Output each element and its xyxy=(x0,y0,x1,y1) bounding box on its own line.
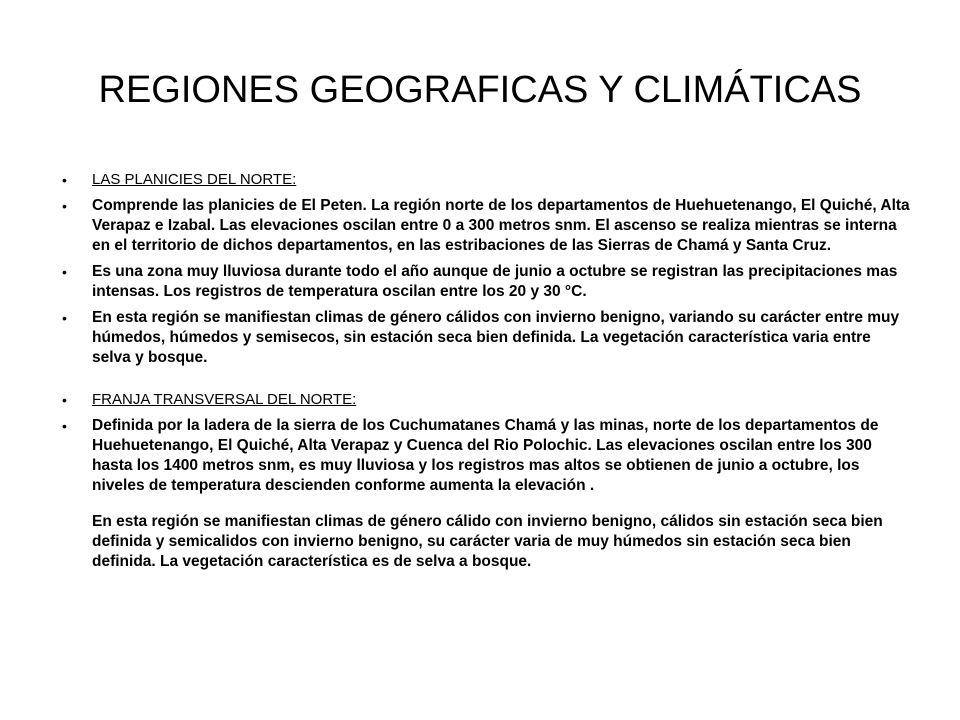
bullet-text: Comprende las planicies de El Peten. La región norte de los departamentos de Huehuetenango, El Quiché, Alta Verapaz e Izabal. Las elevaciones oscilan entre 0 a 300 metros snm. El ascenso se realiza mientras se interna en el territorio de dichos departamentos, en las estribaciones de las Sierras de Chamá y Santa Cruz. xyxy=(92,197,910,254)
section-heading-franja xyxy=(62,390,912,410)
bullet-icon: • xyxy=(62,198,67,214)
heading-text: FRANJA TRANSVERSAL DEL NORTE: xyxy=(92,391,357,408)
body-paragraph: En esta región se manifiestan climas de género cálido con invierno benigno, cálidos sin estación seca bien definida y semicalidos con invierno benigno, su carácter varia de muy húmedos sin estación seca bien definida. La vegetación característica es de selva a bosque. xyxy=(92,513,883,570)
bullet-item xyxy=(62,308,912,368)
section-spacer xyxy=(62,374,912,390)
bullet-icon: • xyxy=(62,264,67,280)
bullet-text: Definida por la ladera de la sierra de los Cuchumatanes Chamá y las minas, norte de los departamentos de Huehuetenango, El Quiché, Alta Verapaz y Cuenca del Rio Polochic. Las elevaciones oscilan entre los 300 hasta los 1400 metros snm, es muy lluviosa y los registros mas altos se obtienen de junio a octubre, los niveles de temperatura descienden conforme aumenta la elevación . xyxy=(92,417,879,494)
heading-text: LAS PLANICIES DEL NORTE: xyxy=(92,171,297,188)
bullet-icon: • xyxy=(62,418,67,434)
bullet-icon: • xyxy=(62,310,67,326)
slide-title: REGIONES GEOGRAFICAS Y CLIMÁTICAS xyxy=(98,69,862,111)
bullet-item xyxy=(62,262,912,302)
bullet-item xyxy=(62,196,912,256)
bullet-item xyxy=(62,416,912,496)
bullet-text: Es una zona muy lluviosa durante todo el año aunque de junio a octubre se registran las precipitaciones mas intensas. Los registros de temperatura oscilan entre los 20 y 30 °C. xyxy=(92,263,898,300)
bullet-icon: • xyxy=(62,392,67,408)
bullet-icon: • xyxy=(62,172,67,188)
section-heading-planicies xyxy=(62,170,912,190)
bullet-text: En esta región se manifiestan climas de género cálidos con invierno benigno, variando su carácter entre muy húmedos, húmedos y semisecos, sin estación seca bien definida. La vegetación característica varia entre selva y bosque. xyxy=(92,309,900,366)
slide-content xyxy=(62,170,912,572)
